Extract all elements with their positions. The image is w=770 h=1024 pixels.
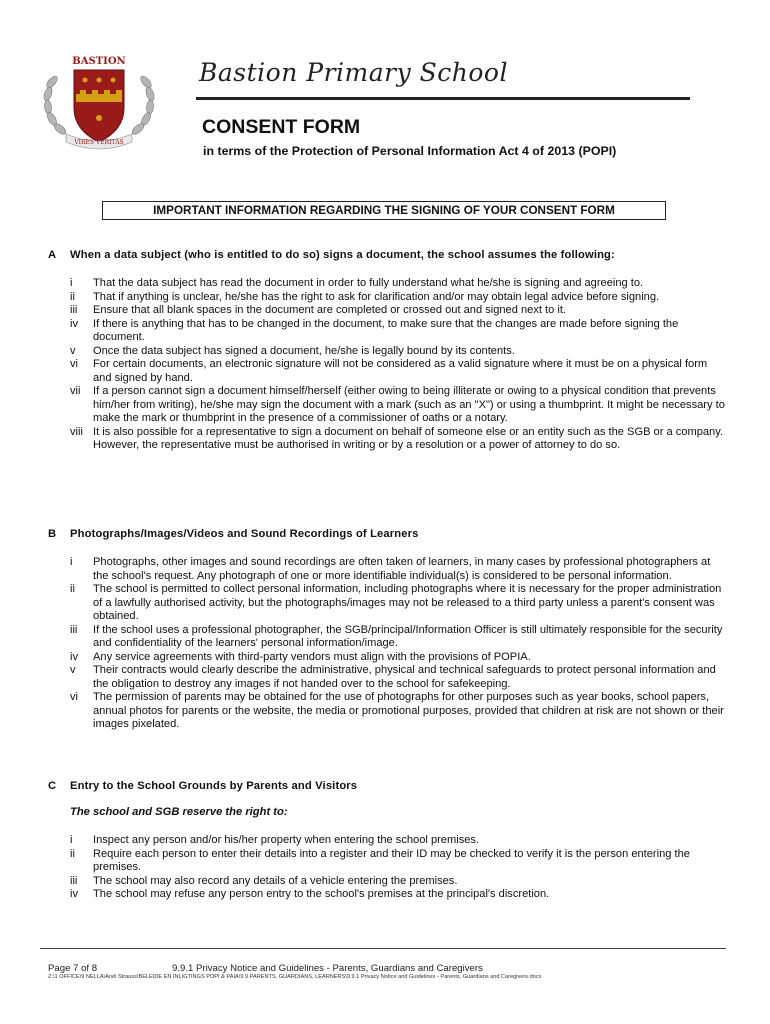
item-number: vi bbox=[70, 691, 79, 703]
item-number: iv bbox=[70, 317, 79, 330]
section-letter: A bbox=[48, 249, 57, 261]
item-number: v bbox=[70, 344, 76, 357]
item-number: i bbox=[70, 277, 73, 289]
item-number: vii bbox=[70, 385, 81, 397]
footer-file-path: Z:\1 OFFICE\9 NELLA\Anél Strauss\BELEIDE EN INLIGTINGS POPI & PAIA\9.9 PARENTS, GUARDIANS, LEARNERS\9.9.1 Privacy Notice and Guidelines - Parents, Guardians and Caregivers.docx bbox=[48, 974, 542, 980]
item-text: The school is permitted to collect personal information, including photographs where it is necessary for the proper administration of a lawfully authorised activity, but the photographs/images may not be released to a third party unless a parent's consent was obtained. bbox=[93, 583, 722, 622]
title-divider bbox=[196, 97, 690, 100]
list-item bbox=[48, 888, 728, 902]
list-item bbox=[48, 426, 728, 453]
item-number: viii bbox=[70, 425, 83, 438]
footer-doc-title: 9.9.1 Privacy Notice and Guidelines - Parents, Guardians and Caregivers bbox=[172, 963, 483, 974]
item-text: That if anything is unclear, he/she has the right to ask for clarification and/or may obtain legal advice before signing. bbox=[93, 290, 660, 303]
footer-divider bbox=[40, 948, 726, 949]
item-text: Ensure that all blank spaces in the document are completed or crossed out and signed next to it. bbox=[93, 304, 566, 316]
item-number: i bbox=[70, 556, 73, 568]
important-notice: IMPORTANT INFORMATION REGARDING THE SIGNING OF YOUR CONSENT FORM bbox=[102, 201, 666, 220]
item-number: ii bbox=[70, 847, 75, 860]
list-item bbox=[48, 624, 728, 651]
list-item bbox=[48, 556, 728, 583]
item-text: If a person cannot sign a document himself/herself (either owing to being illiterate or owing to a physical condition that prevents him/her from writing), he/she may sign the document with a mark (such as an "X") or using a thumbprint. It might be necessary to make the mark or thumbprint in the presence of a commissioner of oaths or a notary. bbox=[93, 385, 725, 424]
item-text: Photographs, other images and sound recordings are often taken of learners, in many cases by professional photographers at the school's request. Any photograph of one or more identifiable individual(s) is considered to be personal information. bbox=[93, 556, 711, 582]
item-number: ii bbox=[70, 583, 75, 595]
section-letter: B bbox=[48, 528, 57, 540]
list-item bbox=[48, 304, 728, 318]
item-number: v bbox=[70, 664, 76, 676]
item-number: iv bbox=[70, 888, 79, 900]
list-item bbox=[48, 318, 728, 345]
section-list bbox=[48, 556, 728, 732]
list-item bbox=[48, 875, 728, 889]
item-text: The school may refuse any person entry to the school's premises at the principal's discretion. bbox=[93, 888, 550, 900]
section-heading bbox=[48, 249, 728, 265]
list-item bbox=[48, 277, 728, 291]
list-item bbox=[48, 358, 728, 385]
section-title: When a data subject (who is entitled to do so) signs a document, the school assumes the following: bbox=[70, 249, 615, 261]
section-letter: C bbox=[48, 780, 57, 792]
crest-top-text: BASTION bbox=[72, 56, 126, 67]
item-text: The permission of parents may be obtained for the use of photographs for other purposes such as year books, school papers, annual photos for parents or the website, the media or promotional purposes, provided that children at risk are not shown or their images pixelated. bbox=[93, 691, 724, 730]
list-item bbox=[48, 583, 728, 624]
item-text: Once the data subject has signed a document, he/she is legally bound by its contents. bbox=[93, 344, 515, 357]
list-item bbox=[48, 691, 728, 732]
item-number: vi bbox=[70, 358, 79, 370]
item-number: ii bbox=[70, 290, 75, 303]
section-a bbox=[48, 249, 728, 453]
item-text: That the data subject has read the document in order to fully understand what he/she is signing and agreeing to. bbox=[93, 277, 644, 289]
list-item bbox=[48, 291, 728, 305]
item-text: The school may also record any details of a vehicle entering the premises. bbox=[93, 874, 458, 887]
item-number: iii bbox=[70, 874, 78, 887]
item-text: Inspect any person and/or his/her property when entering the school premises. bbox=[93, 834, 480, 846]
item-number: i bbox=[70, 834, 73, 846]
section-b bbox=[48, 528, 728, 732]
item-text: Require each person to enter their details into a register and their ID may be checked to verify it is the person entering the premises. bbox=[93, 847, 690, 873]
crest-motto: VIRES VERITAS bbox=[74, 139, 124, 146]
crest-icon bbox=[38, 52, 160, 152]
section-title: Entry to the School Grounds by Parents and Visitors bbox=[70, 780, 358, 792]
section-list bbox=[48, 834, 728, 902]
school-name: Bastion Primary School bbox=[199, 58, 508, 87]
form-title: CONSENT FORM bbox=[202, 116, 361, 138]
item-text: If there is anything that has to be changed in the document, to make sure that the changes are made before signing the document. bbox=[93, 317, 679, 343]
section-list bbox=[48, 277, 728, 453]
list-item bbox=[48, 834, 728, 848]
item-text: If the school uses a professional photographer, the SGB/principal/Information Officer is still ultimately responsible for the security and confidentiality of the learners' personal information/image. bbox=[93, 623, 723, 649]
list-item bbox=[48, 664, 728, 691]
form-subtitle: in terms of the Protection of Personal Information Act 4 of 2013 (POPI) bbox=[203, 144, 617, 158]
item-number: iii bbox=[70, 304, 78, 316]
page-number: Page 7 of 8 bbox=[48, 963, 98, 974]
item-number: iii bbox=[70, 623, 78, 636]
item-text: For certain documents, an electronic signature will not be considered as a valid signature where it must be on a physical form and signed by hand. bbox=[93, 358, 708, 384]
list-item bbox=[48, 345, 728, 359]
section-c bbox=[48, 780, 728, 902]
item-text: Their contracts would clearly describe the administrative, physical and technical safeguards to protect personal information and the obligation to destroy any images if not handed over to the school for safekeeping. bbox=[93, 664, 716, 690]
item-text: Any service agreements with third-party vendors must align with the provisions of POPIA. bbox=[93, 650, 531, 663]
list-item bbox=[48, 848, 728, 875]
item-number: iv bbox=[70, 650, 79, 663]
list-item bbox=[48, 651, 728, 665]
list-item bbox=[48, 385, 728, 426]
section-title: Photographs/Images/Videos and Sound Recordings of Learners bbox=[70, 528, 419, 540]
section-heading bbox=[48, 528, 728, 544]
item-text: It is also possible for a representative to sign a document on behalf of someone else or an entity such as the SGB or a company. However, the representative must be authorised in writing or by a resolution or a power of attorney to do so. bbox=[93, 425, 724, 451]
school-crest bbox=[38, 52, 160, 152]
section-heading bbox=[48, 780, 728, 796]
section-subtitle: The school and SGB reserve the right to: bbox=[70, 806, 288, 818]
